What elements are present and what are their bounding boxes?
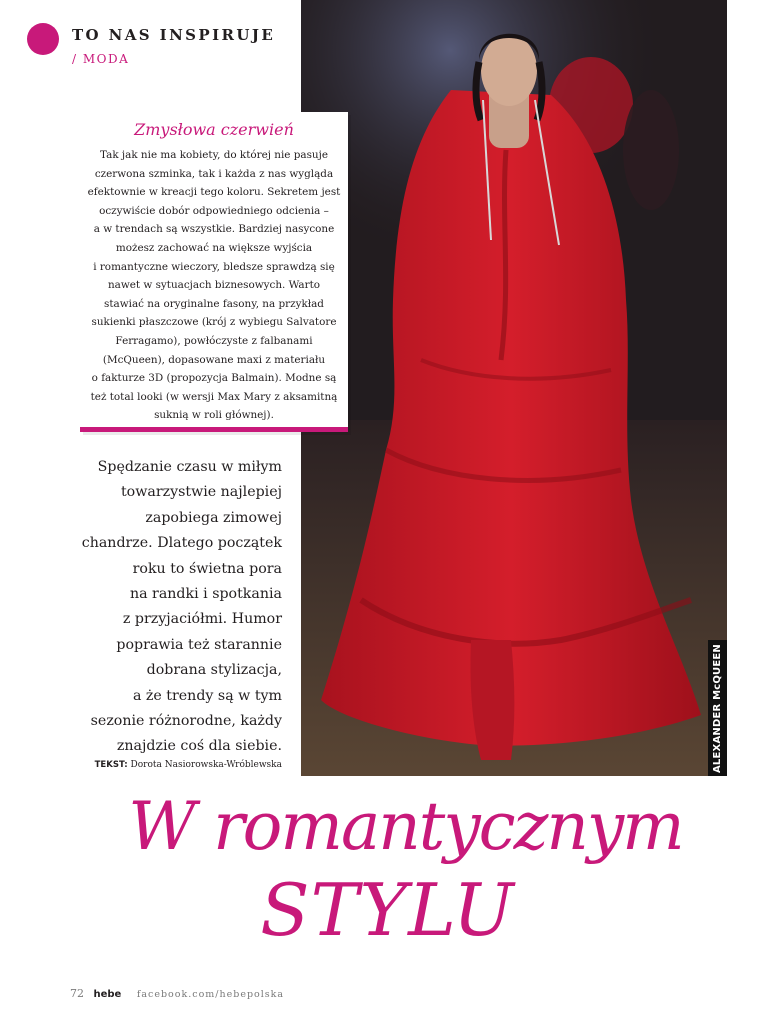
brand-logo: hebe xyxy=(93,989,122,1000)
box-line: a w trendach są wszystkie. Bardziej nasycone xyxy=(93,223,335,236)
box-line: czerwona szminka, tak i każda z nas wygląda xyxy=(94,167,334,180)
box-line: oczywiście dobór odpowiedniego odcienia – xyxy=(99,204,329,217)
sidebar-box-body xyxy=(86,146,342,425)
photo-credit xyxy=(708,640,727,776)
sidebar-box xyxy=(80,112,348,432)
page-number: 72 xyxy=(70,987,84,1000)
footer-url[interactable]: facebook.com/hebepolska xyxy=(136,989,285,1000)
box-line: o fakturze 3D (propozycja Balmain). Modne są xyxy=(91,372,337,385)
lead-line: zapobiega zimowej xyxy=(145,509,282,526)
lead-line: z przyjaciółmi. Humor xyxy=(122,611,282,628)
section-dot xyxy=(27,23,59,55)
author-name: Dorota Nasiorowska-Wróblewska xyxy=(130,760,282,770)
headline-line-2: STYLU xyxy=(260,868,515,952)
sidebar-box-title: Zmysłowa czerwień xyxy=(134,120,294,139)
box-line: też total looki (w wersji Max Mary z aksamitną xyxy=(90,390,338,403)
runway-photo xyxy=(301,0,727,776)
lead-line: na randki i spotkania xyxy=(129,586,282,603)
lead-line: sezonie różnorodne, każdy xyxy=(90,713,282,730)
lead-line: roku to świetna pora xyxy=(132,560,282,577)
author-label: TEKST: xyxy=(94,760,128,770)
box-line: (McQueen), dopasowane maxi z materiału xyxy=(102,353,326,366)
lead-line: towarzystwie najlepiej xyxy=(120,484,282,501)
box-line: Ferragamo), powłóczyste z falbanami xyxy=(115,334,313,347)
lead-line: Spędzanie czasu w miłym xyxy=(97,459,282,475)
photo-credit-text: ALEXANDER McQUEEN xyxy=(712,643,724,773)
lead-line: chandrze. Dlatego początek xyxy=(81,535,282,552)
author-credit xyxy=(62,760,282,770)
lead-line: znajdzie coś dla siebie. xyxy=(116,738,282,755)
box-line: suknią w roli głównej). xyxy=(154,409,274,422)
box-line: efektownie w kreacji tego koloru. Sekretem jest xyxy=(87,186,341,199)
box-line: stawiać na oryginalne fasony, na przykład xyxy=(104,297,324,310)
box-line: Tak jak nie ma kobiety, do której nie pasuje xyxy=(100,149,328,161)
lead-paragraph xyxy=(62,455,282,760)
section-title: TO NAS INSPIRUJE xyxy=(72,26,276,44)
page-footer xyxy=(70,987,284,1000)
lead-line: poprawia też starannie xyxy=(116,636,282,653)
lead-line: a że trendy są w tym xyxy=(132,687,282,704)
box-line: i romantyczne wieczory, bledsze sprawdzą się xyxy=(93,260,335,273)
section-subtitle: / MODA xyxy=(72,52,130,66)
box-line: sukienki płaszczowe (krój z wybiegu Salvatore xyxy=(91,316,337,329)
lead-line: dobrana stylizacja, xyxy=(146,662,282,679)
box-line: nawet w sytuacjach biznesowych. Warto xyxy=(107,279,321,292)
box-line: możesz zachować na większe wyjścia xyxy=(115,241,313,254)
headline-line-1: W romantycznym xyxy=(128,788,683,865)
